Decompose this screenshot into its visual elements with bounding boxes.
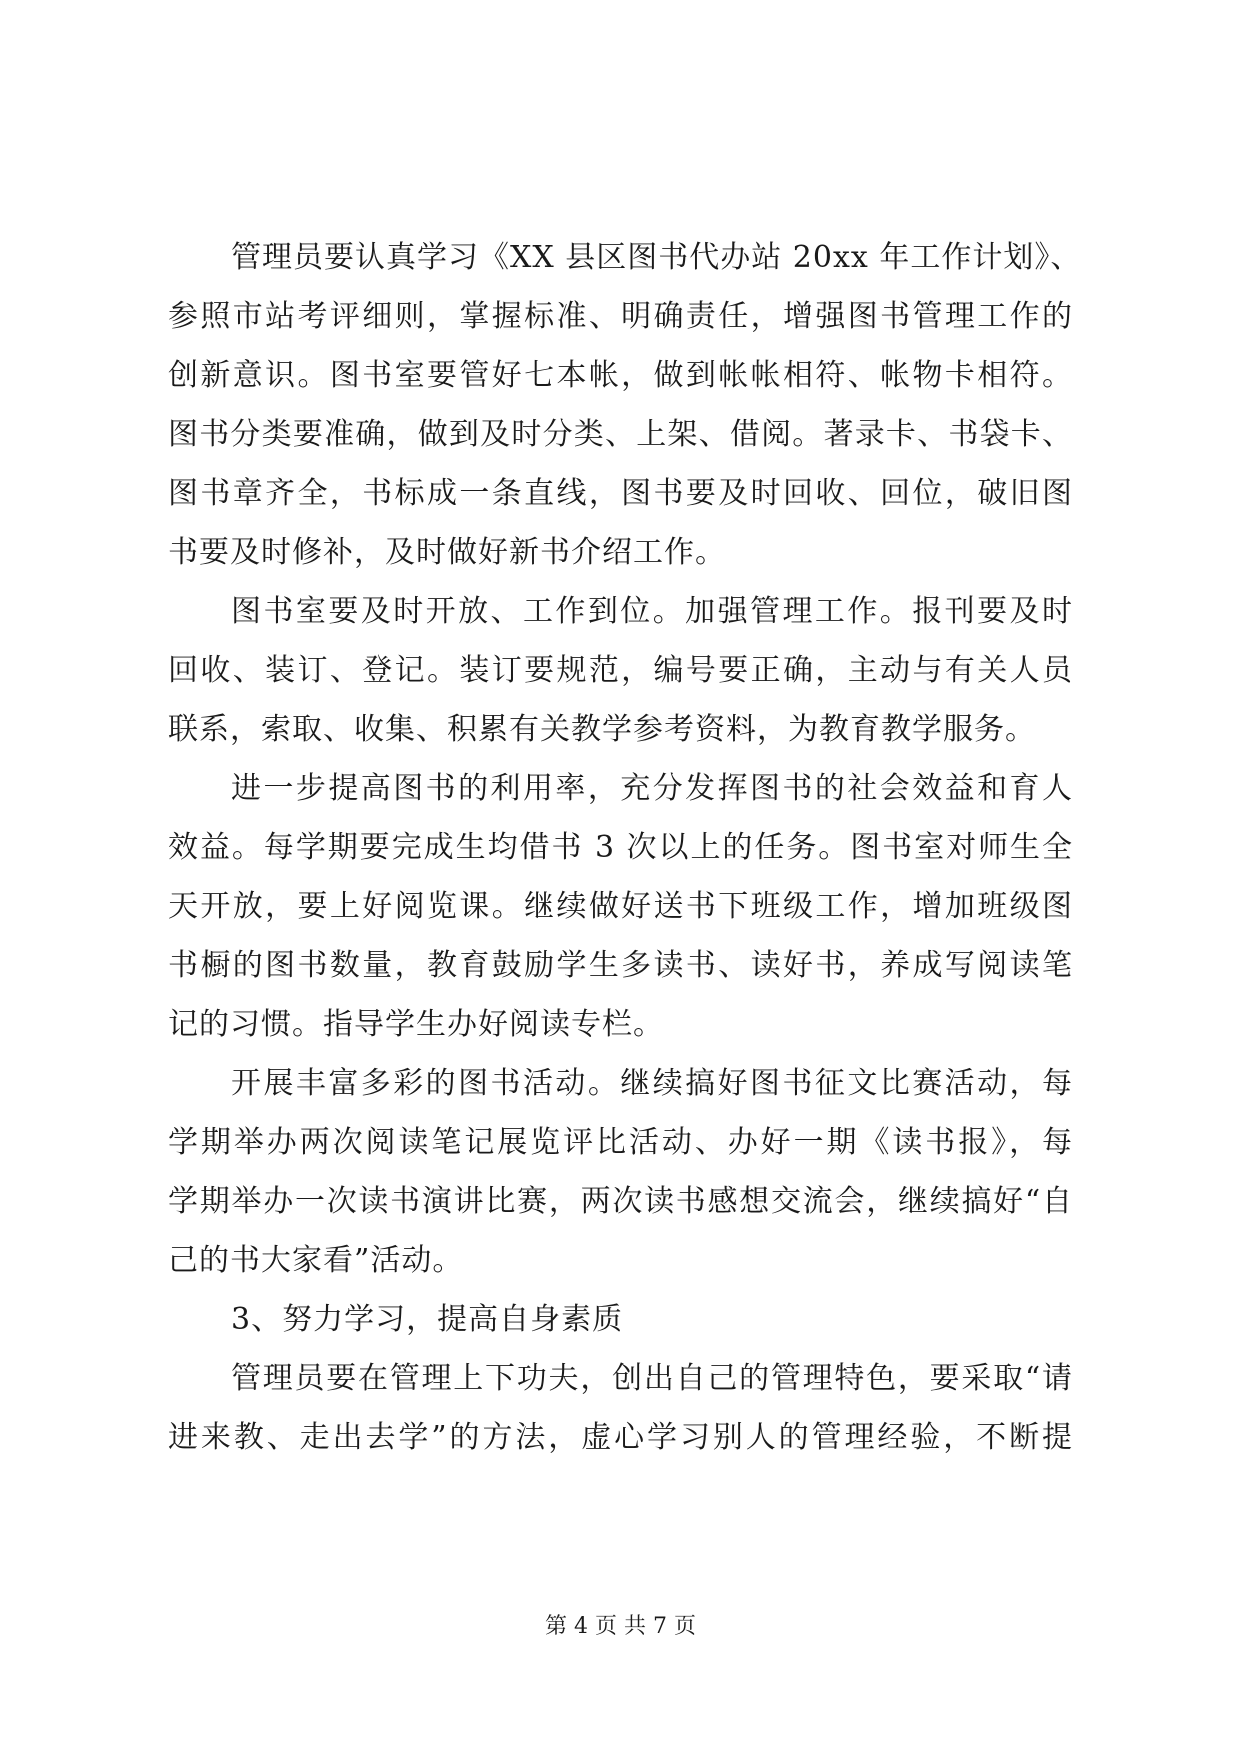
text-line: 回收、装订、登记。装订要规范，编号要正确，主动与有关人员 [168,653,1073,688]
text-line: 书要及时修补，及时做好新书介绍工作。 [168,535,726,570]
text-line: 学期举办两次阅读笔记展览评比活动、办好一期《读书报》，每 [168,1125,1073,1160]
text-line: 天开放，要上好阅览课。继续做好送书下班级工作，增加班级图 [168,889,1073,924]
text-line: 学期举办一次读书演讲比赛，两次读书感想交流会，继续搞好“自 [168,1184,1073,1219]
text-line: 图书室要及时开放、工作到位。加强管理工作。报刊要及时 [231,594,1073,629]
text-line: 管理员要认真学习《XX 县区图书代办站 20xx 年工作计划》、 [231,240,1082,275]
text-line: 联系，索取、收集、积累有关教学参考资料，为教育教学服务。 [168,712,1036,747]
text-line: 创新意识。图书室要管好七本帐，做到帐帐相符、帐物卡相符。 [168,358,1073,393]
text-line: 3、努力学习，提高自身素质 [231,1302,624,1337]
text-line: 进来教、走出去学”的方法，虚心学习别人的管理经验，不断提 [168,1420,1073,1455]
text-line: 管理员要在管理上下功夫，创出自己的管理特色，要采取“请 [231,1361,1073,1396]
page-footer: 第 4 页 共 7 页 [545,1614,696,1639]
text-line: 开展丰富多彩的图书活动。继续搞好图书征文比赛活动，每 [231,1066,1073,1101]
body-text [168,228,1082,1467]
text-line: 记的习惯。指导学生办好阅读专栏。 [168,1007,664,1042]
text-line: 参照市站考评细则，掌握标准、明确责任，增强图书管理工作的 [168,299,1073,334]
text-line: 书橱的图书数量，教育鼓励学生多读书、读好书，养成写阅读笔 [168,948,1073,983]
text-line: 图书分类要准确，做到及时分类、上架、借阅。著录卡、书袋卡、 [168,417,1073,452]
text-line: 效益。每学期要完成生均借书 3 次以上的任务。图书室对师生全 [168,830,1073,865]
text-line: 己的书大家看”活动。 [168,1243,464,1278]
text-line: 图书章齐全，书标成一条直线，图书要及时回收、回位，破旧图 [168,476,1073,511]
text-line: 进一步提高图书的利用率，充分发挥图书的社会效益和育人 [231,771,1073,806]
